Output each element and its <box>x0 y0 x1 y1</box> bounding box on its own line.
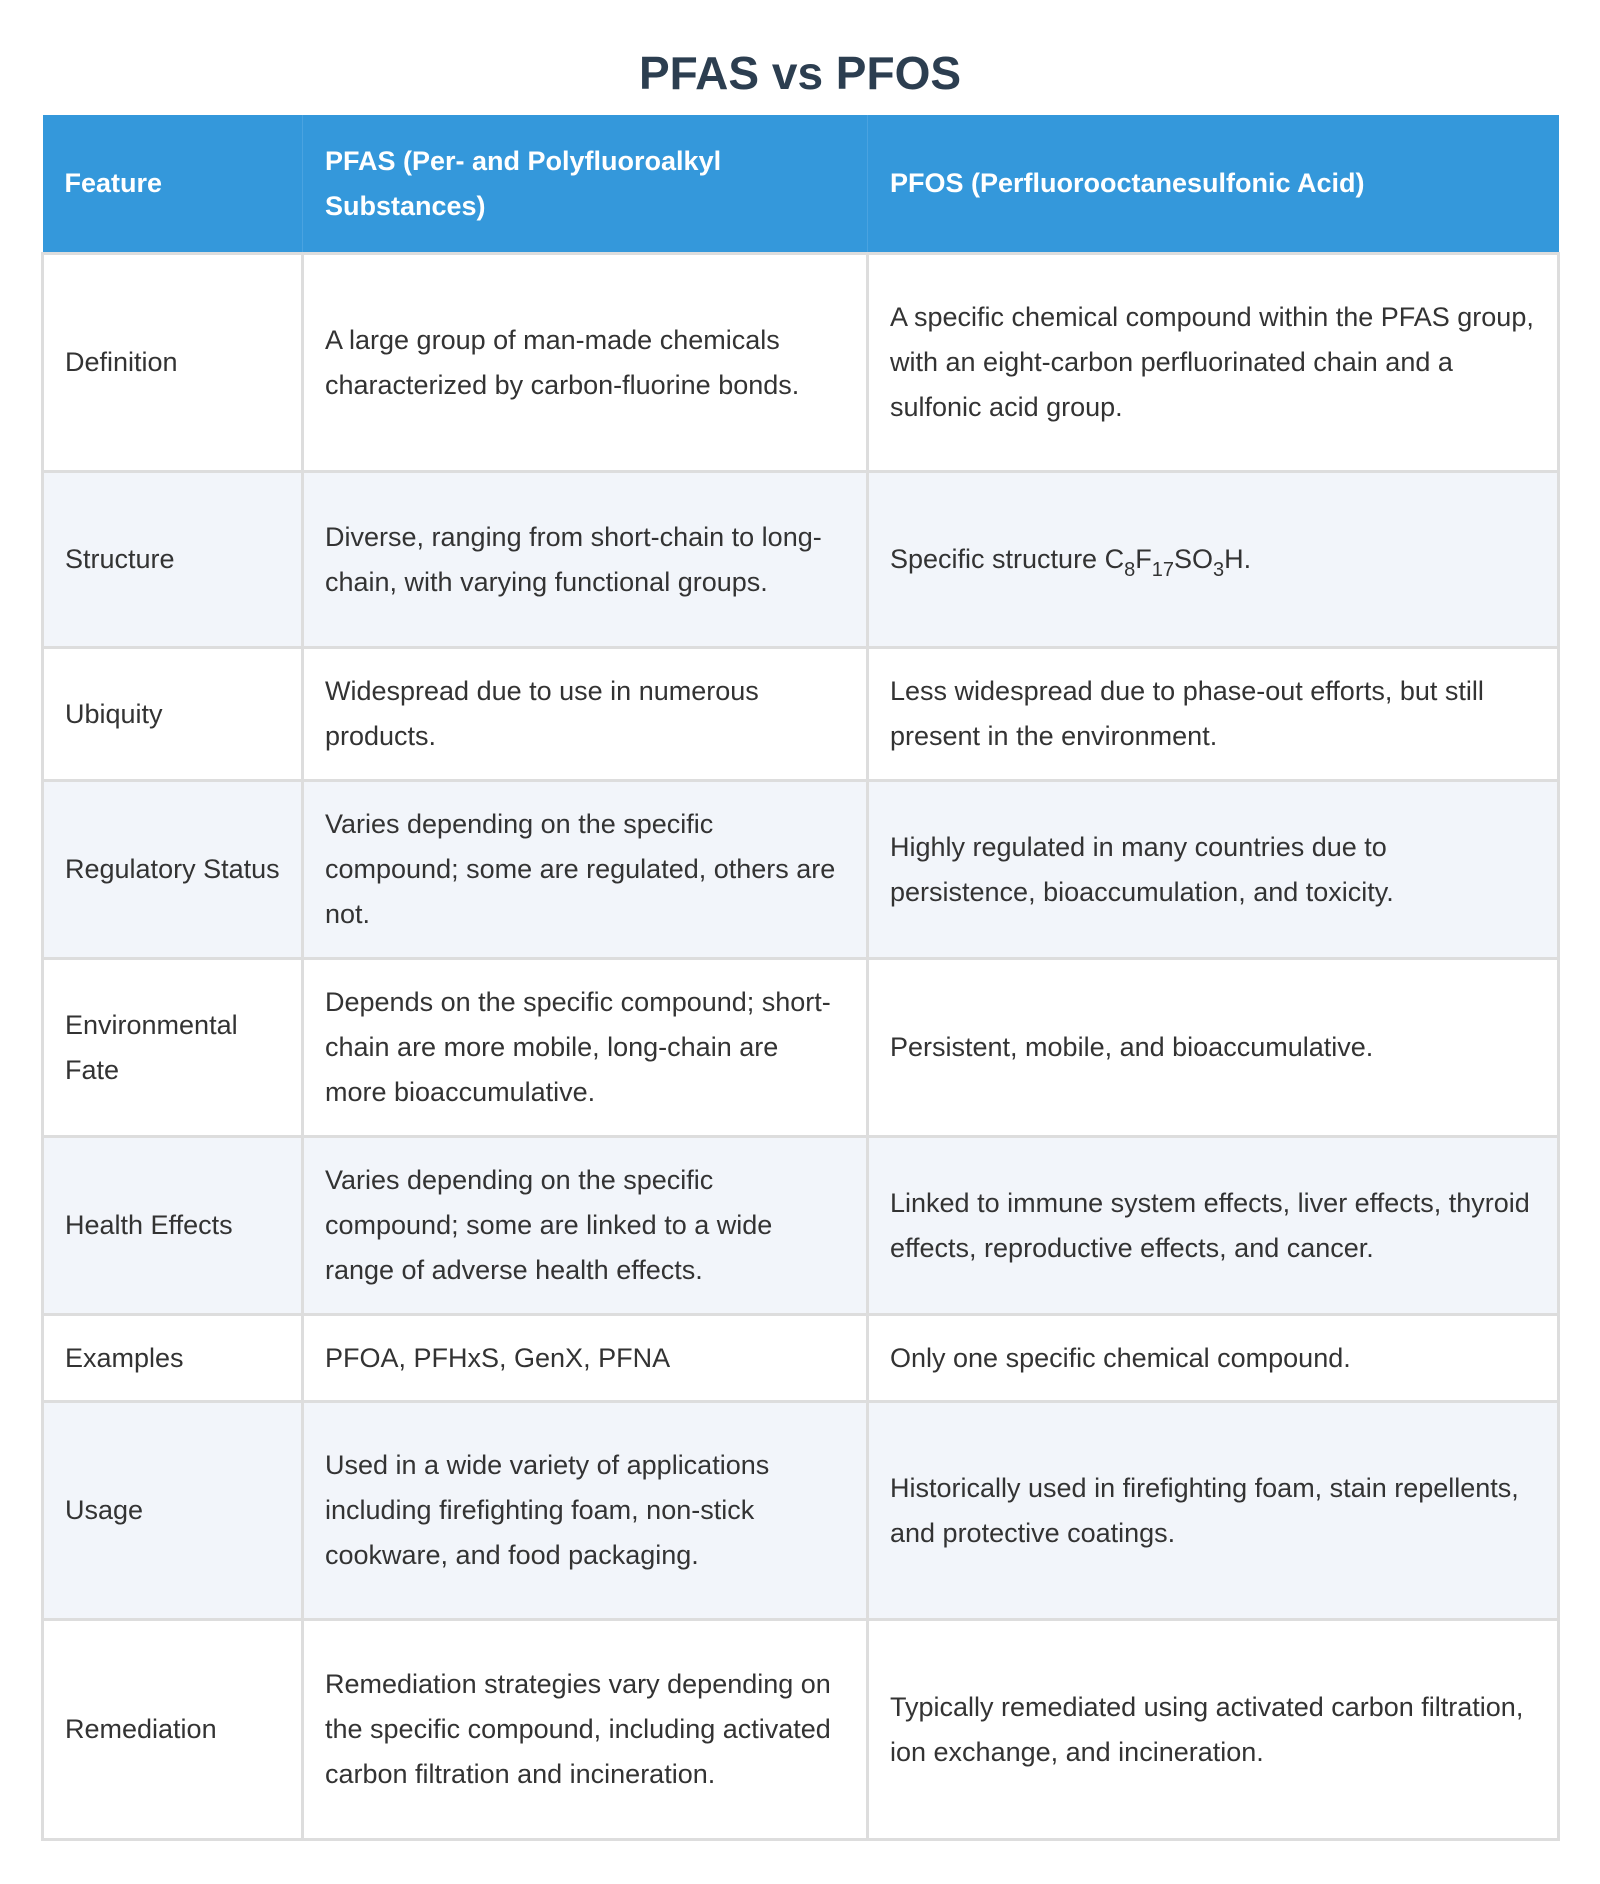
table-row <box>43 1620 1559 1840</box>
table-row <box>43 781 1559 959</box>
feature-cell: Structure <box>43 472 303 648</box>
page-title: PFAS vs PFOS <box>638 47 962 99</box>
pfas-cell: Diverse, ranging from short-chain to long-chain, with varying functional groups. <box>303 472 868 648</box>
feature-cell: Usage <box>43 1402 303 1620</box>
pfas-cell: A large group of man-made chemicals characterized by carbon-fluorine bonds. <box>303 254 868 472</box>
pfas-cell: PFOA, PFHxS, GenX, PFNA <box>303 1315 868 1402</box>
pfos-cell: A specific chemical compound within the PFAS group, with an eight-carbon perfluorinated chain and a sulfonic acid group. <box>868 254 1559 472</box>
feature-cell: Ubiquity <box>43 648 303 781</box>
feature-cell: Definition <box>43 254 303 472</box>
pfos-cell: Linked to immune system effects, liver effects, thyroid effects, reproductive effects, and cancer. <box>868 1137 1559 1315</box>
pfos-cell: Less widespread due to phase-out efforts, but still present in the environment. <box>868 648 1559 781</box>
pfos-cell: Only one specific chemical compound. <box>868 1315 1559 1402</box>
table-header-row <box>43 115 1559 254</box>
table-row <box>43 472 1559 648</box>
pfas-cell: Depends on the specific compound; short-chain are more mobile, long-chain are more bioaccumulative. <box>303 959 868 1137</box>
comparison-table <box>41 115 1560 1841</box>
chemical-formula: $C_8F_{17}SO_3H$. <box>1104 544 1252 581</box>
table-row <box>43 1402 1559 1620</box>
table-row <box>43 254 1559 472</box>
pfas-cell: Used in a wide variety of applications including firefighting foam, non-stick cookware, and food packaging. <box>303 1402 868 1620</box>
pfas-cell: Widespread due to use in numerous products. <box>303 648 868 781</box>
table-row <box>43 959 1559 1137</box>
pfas-cell: Remediation strategies vary depending on the specific compound, including activated carbon filtration and incineration. <box>303 1620 868 1840</box>
feature-cell: Environmental Fate <box>43 959 303 1137</box>
table-row <box>43 1315 1559 1402</box>
header-pfos: PFOS (Perfluorooctanesulfonic Acid) <box>868 115 1559 254</box>
pfos-cell: Persistent, mobile, and bioaccumulative. <box>868 959 1559 1137</box>
pfos-cell: Highly regulated in many countries due to persistence, bioaccumulation, and toxicity. <box>868 781 1559 959</box>
feature-cell: Regulatory Status <box>43 781 303 959</box>
feature-cell: Examples <box>43 1315 303 1402</box>
header-pfas: PFAS (Per- and Polyfluoroalkyl Substances) <box>303 115 868 254</box>
pfos-cell: Specific structure $C_8F_{17}SO_3H$. <box>868 472 1559 648</box>
feature-cell: Remediation <box>43 1620 303 1840</box>
pfos-cell: Historically used in firefighting foam, stain repellents, and protective coatings. <box>868 1402 1559 1620</box>
pfas-cell: Varies depending on the specific compound; some are regulated, others are not. <box>303 781 868 959</box>
header-feature: Feature <box>43 115 303 254</box>
table-row <box>43 1137 1559 1315</box>
pfas-cell: Varies depending on the specific compound; some are linked to a wide range of adverse health effects. <box>303 1137 868 1315</box>
feature-cell: Health Effects <box>43 1137 303 1315</box>
table-row <box>43 648 1559 781</box>
pfos-cell: Typically remediated using activated carbon filtration, ion exchange, and incineration. <box>868 1620 1559 1840</box>
